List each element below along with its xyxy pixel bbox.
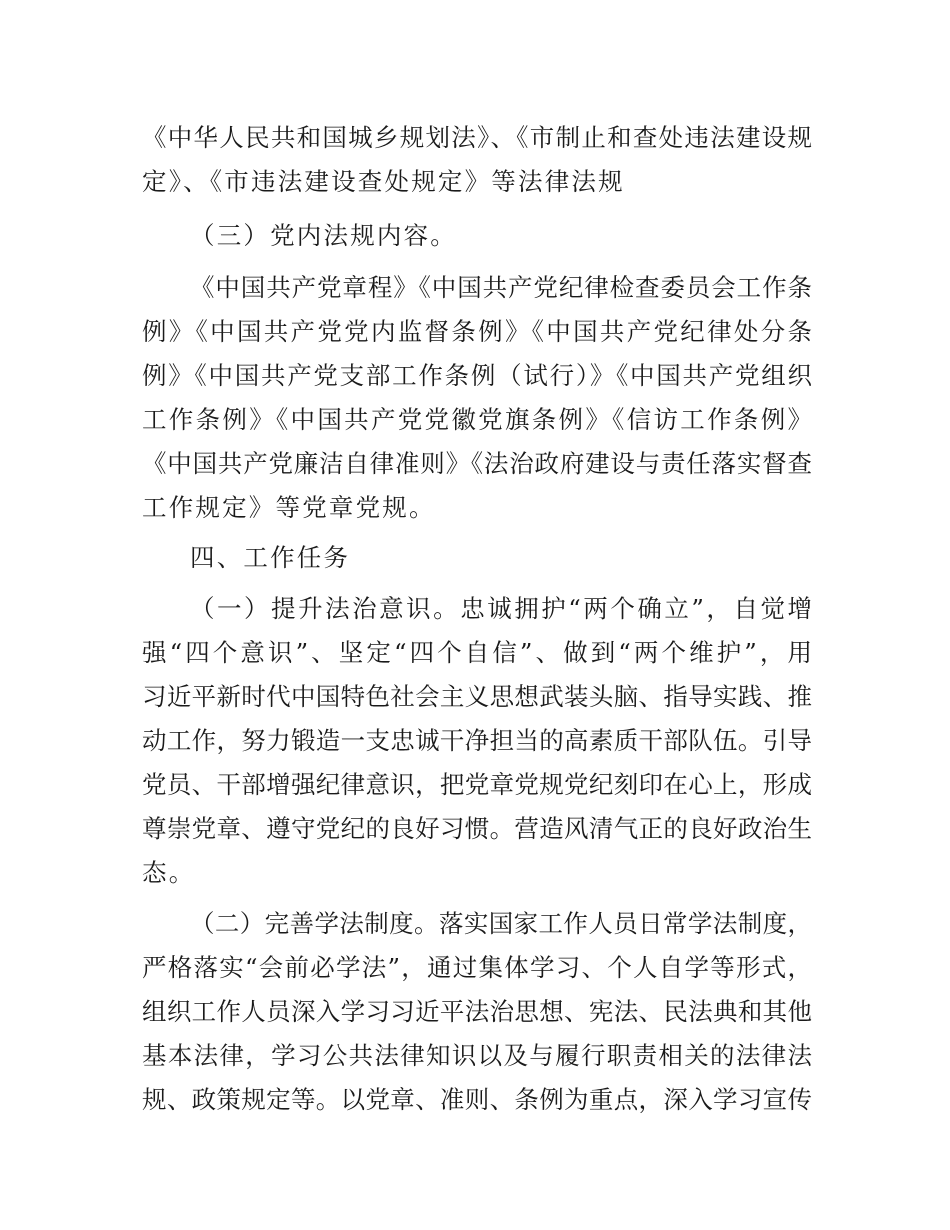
section-heading: 四、工作任务 bbox=[190, 543, 351, 572]
text-line: 尊崇党章、遵守党纪的良好习惯。营造风清气正的良好政治生 bbox=[142, 814, 812, 843]
text-line: （一）提升法治意识。忠诚拥护“两个确立”，自觉增 bbox=[190, 594, 812, 623]
text-line: 习近平新时代中国特色社会主义思想武装头脑、指导实践、推 bbox=[142, 682, 812, 711]
text-line: 《中华人民共和国城乡规划法》、《市制止和查处违法建设规 bbox=[142, 123, 812, 152]
text-line: 《中国共产党廉洁自律准则》《法治政府建设与责任落实督查 bbox=[142, 449, 812, 478]
text-line: 动工作，努力锻造一支忠诚干净担当的高素质干部队伍。引导 bbox=[142, 726, 812, 755]
text-line: （二）完善学法制度。落实国家工作人员日常学法制度， bbox=[190, 909, 812, 938]
text-line: 态。 bbox=[142, 858, 196, 887]
text-line: 例》《中国共产党支部工作条例（试行）》《中国共产党组织 bbox=[142, 361, 812, 390]
text-line: 基本法律，学习公共法律知识以及与履行职责相关的法律法 bbox=[142, 1041, 812, 1070]
text-line: 严格落实“会前必学法”，通过集体学习、个人自学等形式， bbox=[142, 953, 812, 982]
section-heading: （三）党内法规内容。 bbox=[190, 221, 457, 250]
text-line: 党员、干部增强纪律意识，把党章党规党纪刻印在心上，形成 bbox=[142, 770, 812, 799]
text-line: 《中国共产党章程》《中国共产党纪律检查委员会工作条 bbox=[190, 273, 812, 302]
text-line: 例》《中国共产党党内监督条例》《中国共产党纪律处分条 bbox=[142, 317, 812, 346]
text-line: 强“四个意识”、坚定“四个自信”、做到“两个维护”，用 bbox=[142, 638, 812, 667]
text-line: 组织工作人员深入学习习近平法治思想、宪法、民法典和其他 bbox=[142, 997, 812, 1026]
text-line: 工作规定》等党章党规。 bbox=[142, 493, 436, 522]
text-line: 工作条例》《中国共产党党徽党旗条例》《信访工作条例》 bbox=[142, 405, 812, 434]
text-line: 定》、《市违法建设查处规定》等法律法规 bbox=[142, 167, 625, 196]
text-line: 规、政策规定等。以党章、准则、条例为重点，深入学习宣传 bbox=[142, 1085, 812, 1114]
